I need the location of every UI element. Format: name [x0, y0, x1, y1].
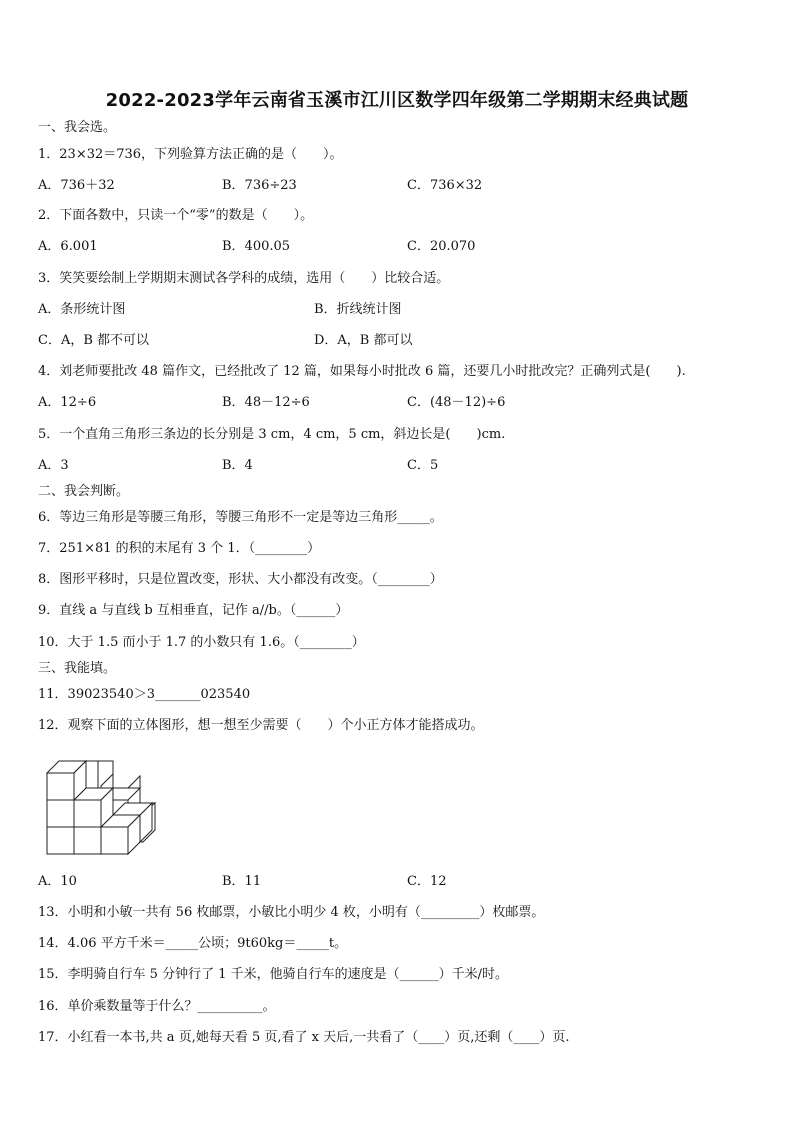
question-13: 13．小明和小敏一共有 56 枚邮票，小敏比小明少 4 枚，小明有（_________）枚邮票。 [38, 905, 545, 920]
q2-option-b: B．400.05 [222, 239, 291, 254]
q4-option-c: C．(48－12)÷6 [407, 395, 506, 410]
question-15: 15．李明骑自行车 5 分钟行了 1 千米，他骑自行车的速度是（______）千米/时。 [38, 967, 508, 982]
q4-option-a: A．12÷6 [38, 395, 97, 410]
q3-option-b: B．折线统计图 [314, 302, 402, 317]
q1-option-c: C．736×32 [407, 178, 483, 193]
cube-stack-figure [38, 748, 158, 860]
q3-option-c: C．A，B 都不可以 [38, 333, 150, 348]
q5-option-c: C．5 [407, 458, 439, 473]
section-3-heading: 三、我能填。 [38, 661, 117, 676]
page-title: 2022-2023学年云南省玉溪市江川区数学四年级第二学期期末经典试题 [105, 90, 689, 111]
question-12: 12．观察下面的立体图形，想一想至少需要（ ）个小正方体才能搭成功。 [38, 718, 484, 733]
q12-option-a: A．10 [38, 874, 77, 889]
section-1-heading: 一、我会选。 [38, 120, 117, 135]
q3-option-d: D．A，B 都可以 [314, 333, 413, 348]
q5-option-a: A．3 [38, 458, 69, 473]
question-7: 7．251×81 的积的末尾有 3 个 1．（________） [38, 541, 321, 556]
question-17: 17．小红看一本书,共 a 页,她每天看 5 页,看了 x 天后,一共看了（____）页,还剩（____）页. [38, 1030, 570, 1045]
question-8: 8．图形平移时，只是位置改变，形状、大小都没有改变。（________） [38, 572, 443, 587]
q2-option-c: C．20.070 [407, 239, 476, 254]
question-9: 9．直线 a 与直线 b 互相垂直，记作 a//b。（______） [38, 603, 349, 618]
question-10: 10．大于 1.5 而小于 1.7 的小数只有 1.6。（________） [38, 635, 365, 650]
q1-option-b: B．736÷23 [222, 178, 297, 193]
q12-option-c: C．12 [407, 874, 447, 889]
q5-option-b: B．4 [222, 458, 253, 473]
question-2: 2．下面各数中，只读一个“零”的数是（ ）。 [38, 208, 314, 223]
q12-option-b: B．11 [222, 874, 262, 889]
q2-option-a: A．6.001 [38, 239, 98, 254]
question-3: 3．笑笑要绘制上学期期末测试各学科的成绩，选用（ ）比较合适。 [38, 271, 450, 286]
question-4: 4．刘老师要批改 48 篇作文，已经批改了 12 篇，如果每小时批改 6 篇，还要几小时批改完？正确列式是( ). [38, 364, 686, 379]
question-6: 6．等边三角形是等腰三角形，等腰三角形不一定是等边三角形_____。 [38, 510, 443, 525]
question-5: 5．一个直角三角形三条边的长分别是 3 cm，4 cm，5 cm，斜边长是( )cm. [38, 427, 506, 442]
section-2-heading: 二、我会判断。 [38, 484, 130, 499]
q3-option-a: A．条形统计图 [38, 302, 126, 317]
question-16: 16．单价乘数量等于什么？__________。 [38, 999, 276, 1014]
question-11: 11．39023540＞3_______023540 [38, 687, 251, 702]
question-14: 14．4.06 平方千米＝_____公顷；9t60kg＝_____t。 [38, 936, 348, 951]
question-1: 1．23×32＝736，下列验算方法正确的是（ ）。 [38, 147, 343, 162]
q1-option-a: A．736＋32 [38, 178, 115, 193]
q4-option-b: B．48－12÷6 [222, 395, 310, 410]
